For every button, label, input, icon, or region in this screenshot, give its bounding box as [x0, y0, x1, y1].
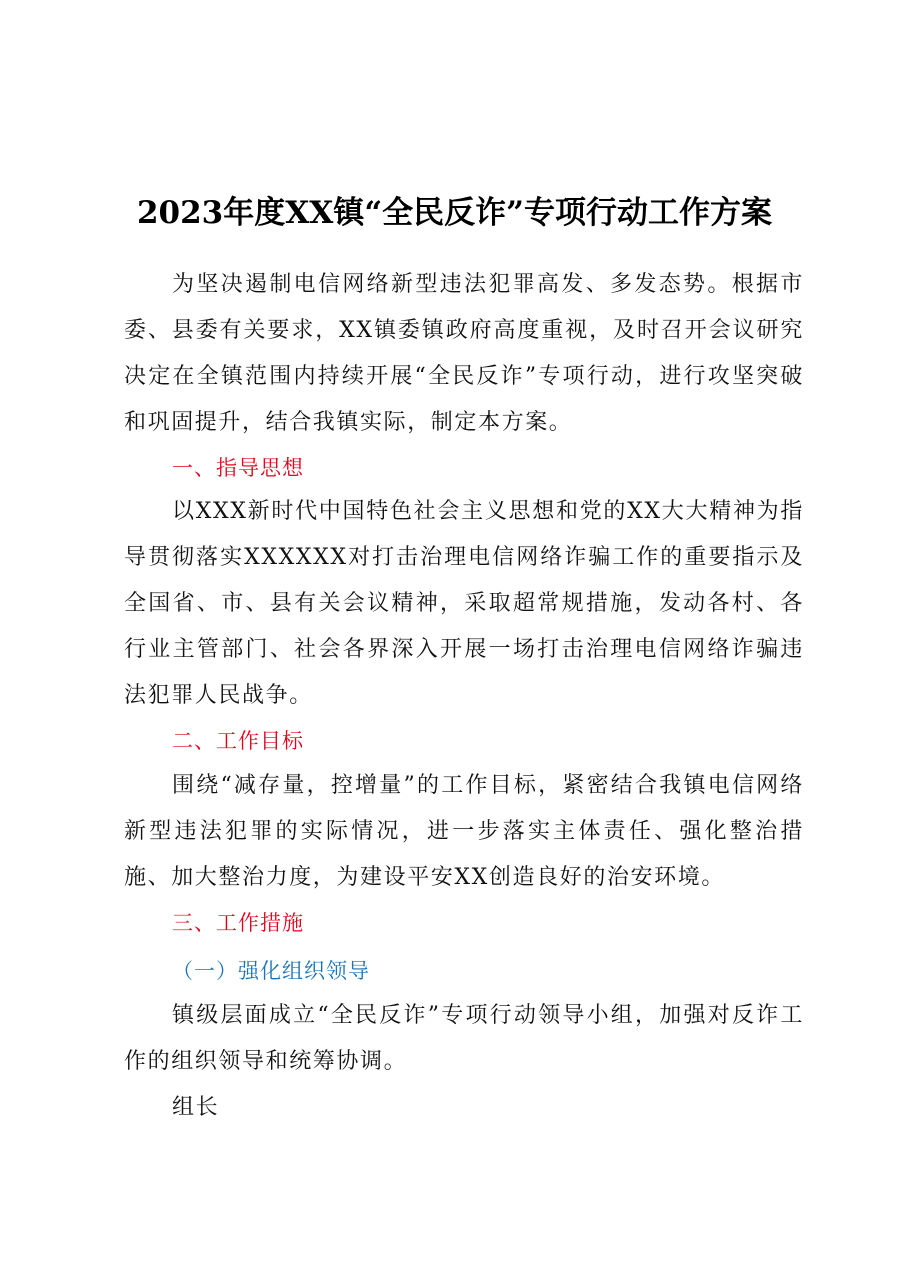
leadership-paragraph: 镇级层面成立“全民反诈”专项行动领导小组，加强对反诈工作的组织领导和统筹协调。	[124, 1003, 804, 1074]
intro-paragraph: 为坚决遏制电信网络新型违法犯罪高发、多发态势。根据市委、县委有关要求，XX镇委镇政府高度重视，及时召开会议研究决定在全镇范围内持续开展“全民反诈”专项行动，进行攻坚突破和巩固提升，结合我镇实际，制定本方案。	[124, 272, 804, 435]
group-leader-label: 组长	[172, 1095, 220, 1120]
guiding-ideology-paragraph: 以XXX新时代中国特色社会主义思想和党的XX大大精神为指导贯彻落实XXXXXX对打击治理电信网络诈骗工作的重要指示及全国省、市、县有关会议精神，采取超常规措施，发动各村、各行业主管部门、社会各界深入开展一场打击治理电信网络诈骗违法犯罪人民战争。	[124, 499, 804, 708]
section-heading-work-goals: 二、工作目标	[172, 729, 304, 753]
document-title: 2023年度XX镇“全民反诈”专项行动工作方案	[136, 195, 773, 231]
subheading-strengthen-leadership: （一）强化组织领导	[172, 959, 370, 983]
section-heading-work-measures: 三、工作措施	[172, 911, 304, 935]
work-goals-paragraph: 围绕“减存量，控增量”的工作目标，紧密结合我镇电信网络新型违法犯罪的实际情况，进一步落实主体责任、强化整治措施、加大整治力度，为建设平安XX创造良好的治安环境。	[124, 773, 804, 890]
section-heading-guiding-ideology: 一、指导思想	[172, 456, 304, 480]
